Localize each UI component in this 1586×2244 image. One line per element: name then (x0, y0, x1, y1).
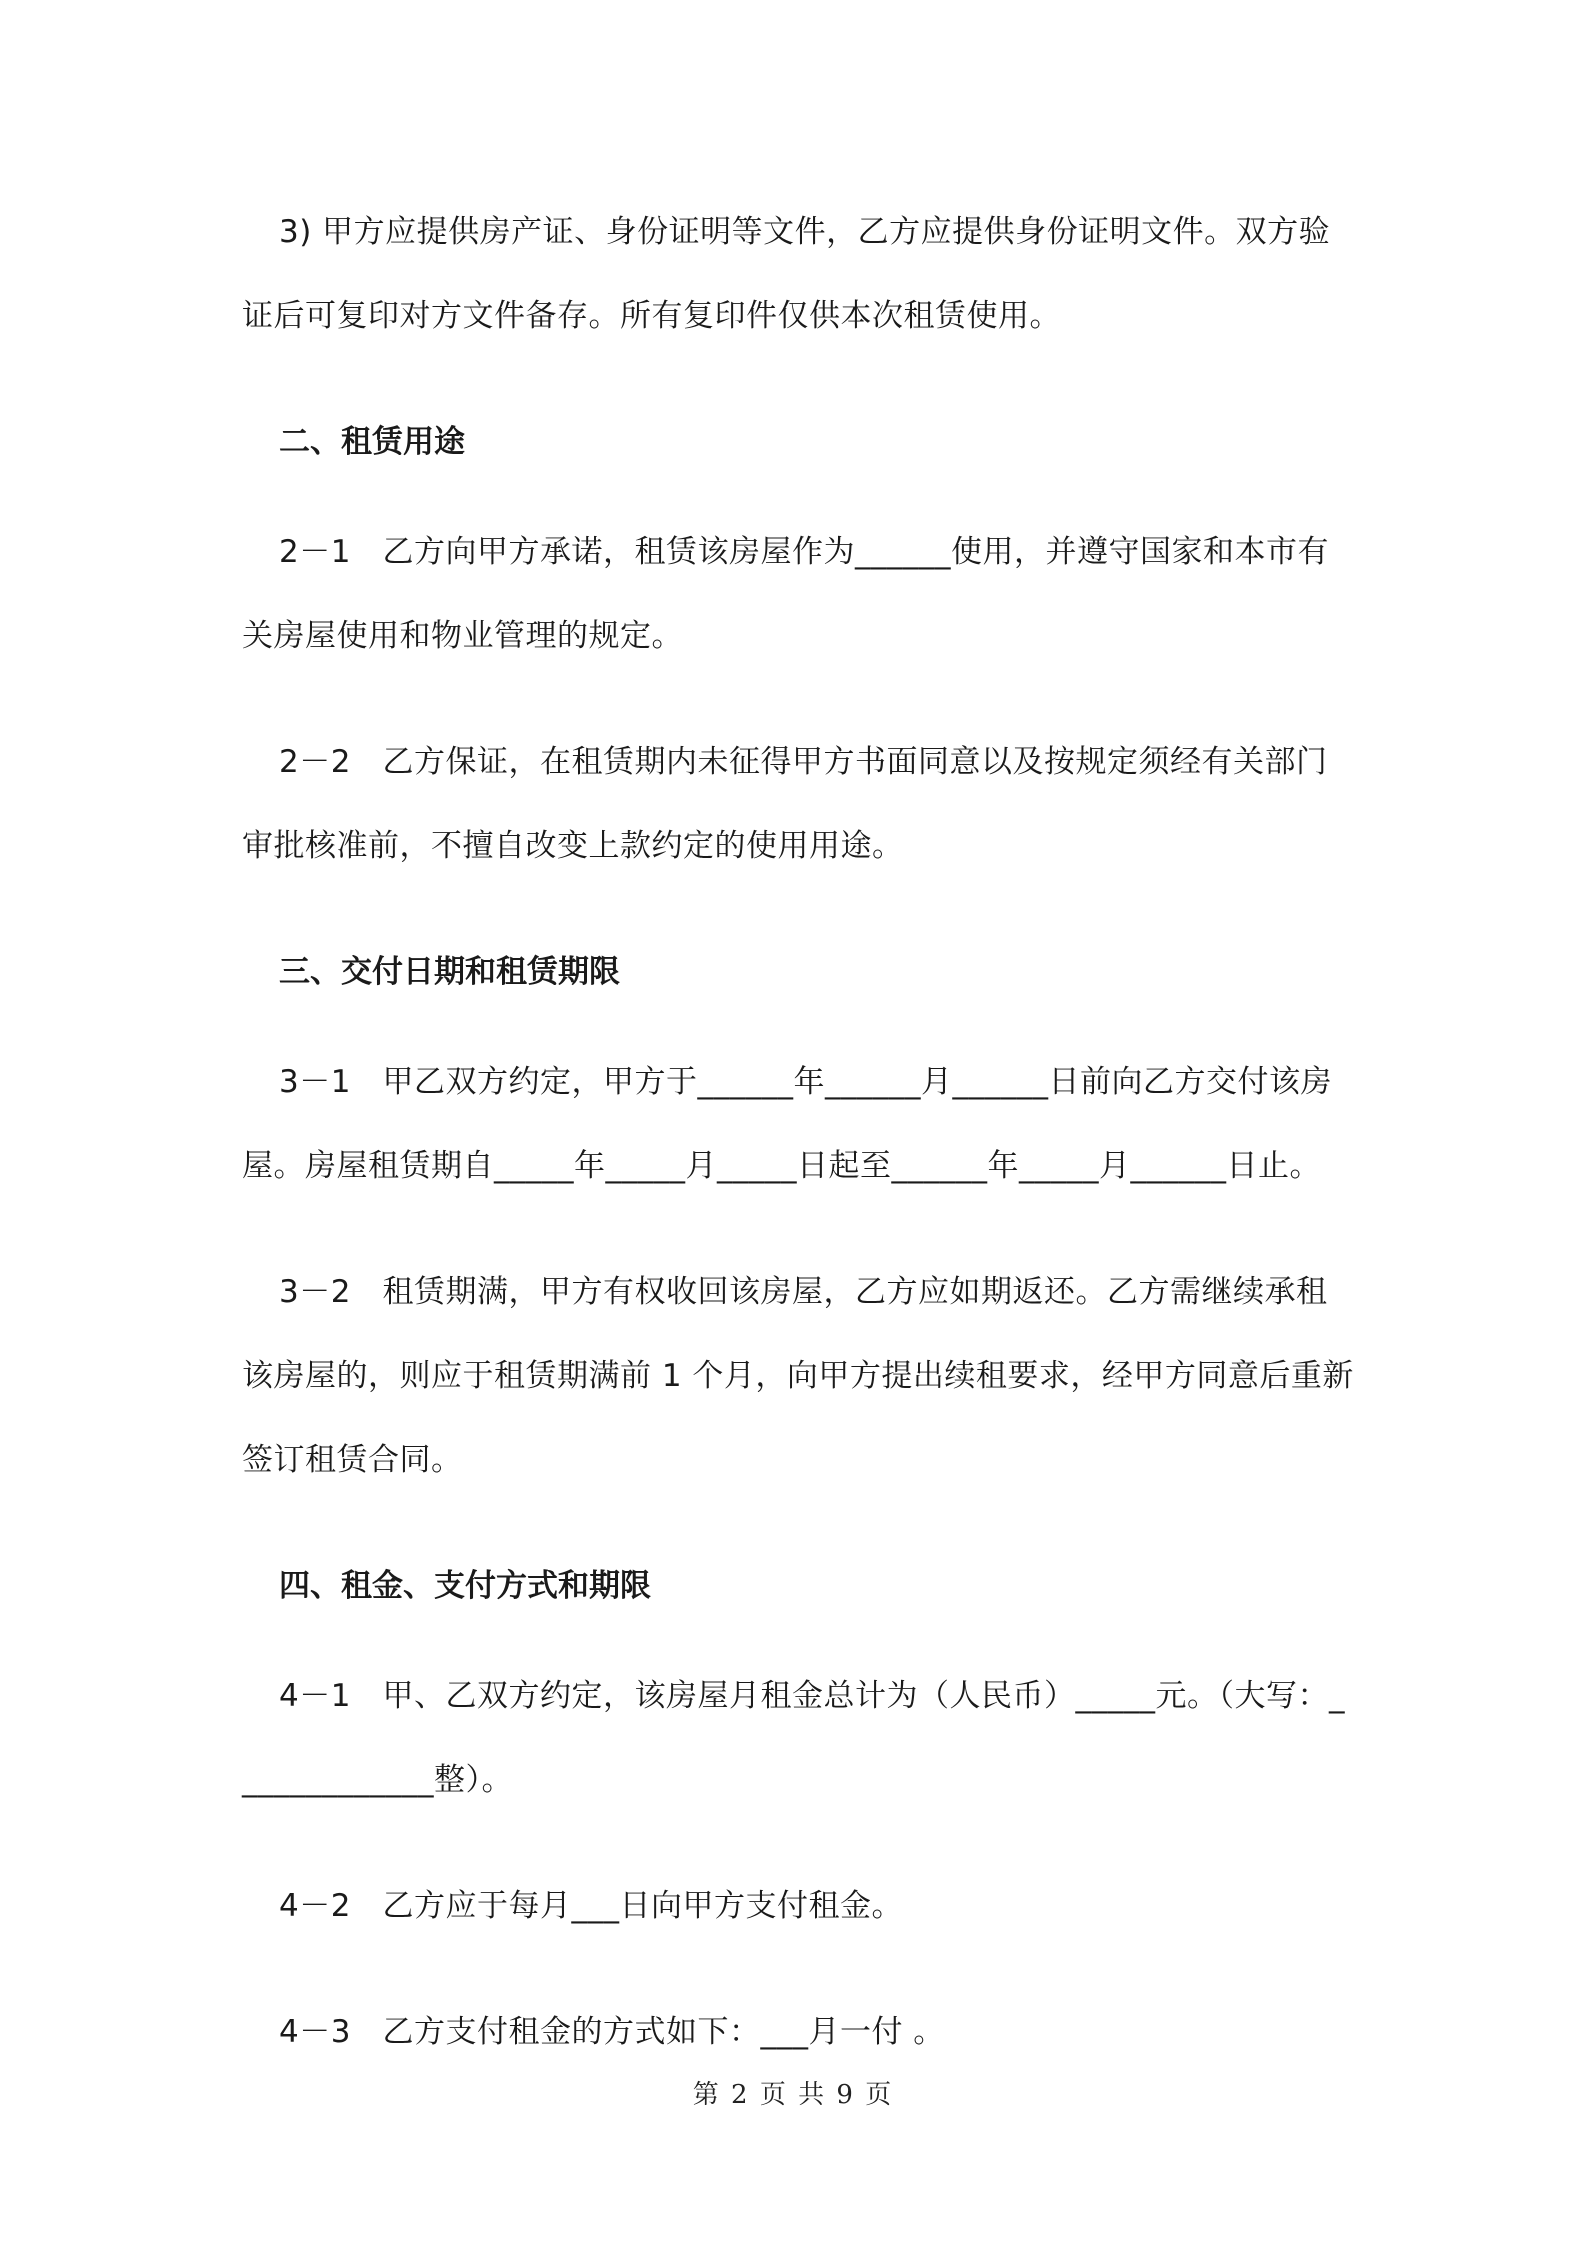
page-number-footer: 第 2 页 共 9 页 (692, 2080, 894, 2110)
clause-3-1: 3－1 甲乙双方约定，甲方于______年______月______日前向乙方交付该房屋。房屋租赁期自_____年_____月_____日起至______年_____月______日止。 (242, 1064, 1332, 1184)
clause-4-3: 4－3 乙方支付租金的方式如下：___月一付 。 (279, 2014, 945, 2050)
section-heading-2: 二、租赁用途 (279, 424, 465, 460)
clause-4-2: 4－2 乙方应于每月___日向甲方支付租金。 (279, 1888, 903, 1924)
section-heading-4: 四、租金、支付方式和期限 (279, 1568, 651, 1604)
clause-1-3: 3) 甲方应提供房产证、身份证明等文件，乙方应提供身份证明文件。双方验证后可复印对方文件备存。所有复印件仅供本次租赁使用。 (242, 214, 1331, 334)
document-body (242, 190, 1357, 2116)
clause-2-1: 2－1 乙方向甲方承诺，租赁该房屋作为______使用，并遵守国家和本市有关房屋使用和物业管理的规定。 (242, 534, 1329, 654)
section-heading-3: 三、交付日期和租赁期限 (279, 954, 620, 990)
clause-4-1: 4－1 甲、乙双方约定，该房屋月租金总计为（人民币）_____元。（大写：_____________整）。 (242, 1678, 1345, 1798)
clause-2-2: 2－2 乙方保证，在租赁期内未征得甲方书面同意以及按规定须经有关部门审批核准前，不擅自改变上款约定的使用用途。 (242, 744, 1328, 864)
clause-3-2: 3－2 租赁期满，甲方有权收回该房屋，乙方应如期返还。乙方需继续承租该房屋的，则应于租赁期满前 1 个月，向甲方提出续租要求，经甲方同意后重新签订租赁合同。 (242, 1274, 1354, 1478)
